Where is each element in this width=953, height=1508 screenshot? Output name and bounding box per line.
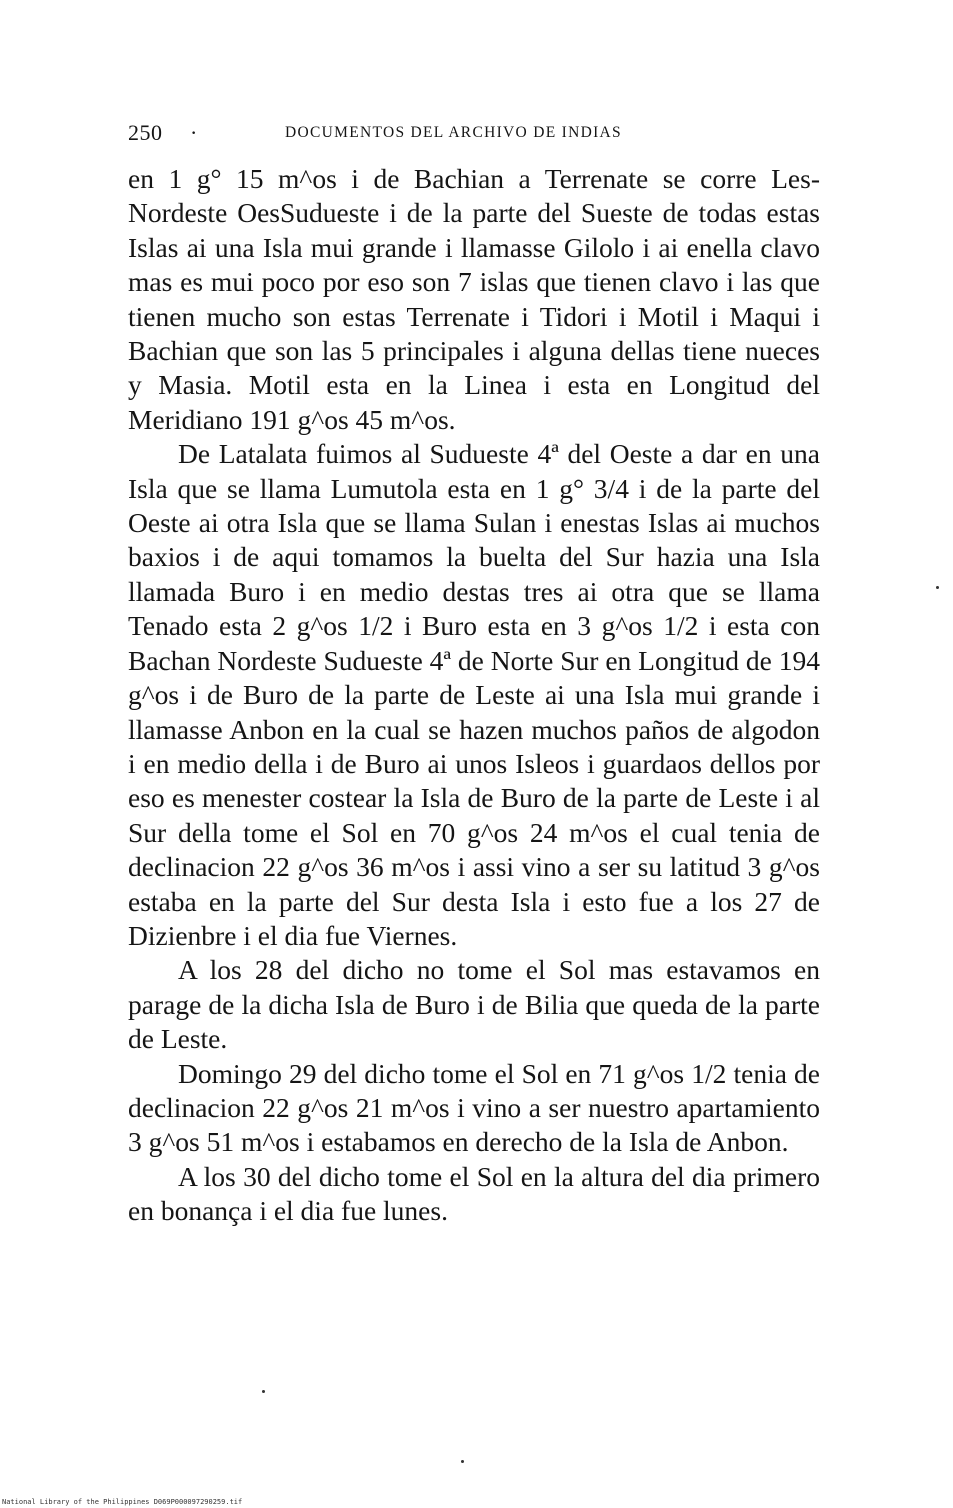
paragraph: Domingo 29 del dicho tome el Sol en 71 g^os 1/2 tenia de declinacion 22 g^os 21 m^os i vino a ser nuestro apartamiento 3 g^os 51 m^os i estabamos en derecho de la Isla de Anbon. [128, 1057, 820, 1158]
paragraph: A los 28 del dicho no tome el Sol mas estavamos en parage de la dicha Isla de Buro i de Bilia que queda de la parte de Leste. [128, 954, 820, 1055]
body-text [128, 162, 820, 1229]
scan-speck [936, 586, 939, 589]
scan-speck [461, 1460, 464, 1463]
running-title: DOCUMENTOS DEL ARCHIVO DE INDIAS [285, 124, 622, 141]
header-separator: · [190, 120, 198, 145]
paragraph: en 1 g° 15 m^os i de Bachian a Terrenate se corre Les-Nordeste OesSudueste i de la parte del Sueste de todas estas Islas ai una Isla mui grande i llamasse Gilolo i ai enella clavo mas es mui poco por eso son 7 islas que tienen clavo i las que tienen mucho son estas Terrenate i Tidori i Motil i Maqui i Bachian que son las 5 principales i alguna dellas tiene nueces y Masia. Motil esta en la Linea i esta en Longitud del Meridiano 191 g^os 45 m^os. [128, 163, 820, 435]
paragraph: A los 30 del dicho tome el Sol en la altura del dia primero en bonança i el dia fue lunes. [128, 1160, 820, 1227]
running-head [128, 120, 828, 150]
paragraph: De Latalata fuimos al Sudueste 4ª del Oeste a dar en una Isla que se llama Lumutola esta en 1 g° 3/4 i de la parte del Oeste ai otra Isla que se llama Sulan i enestas Islas ai muchos baxios i de aqui tomamos la buelta del Sur hazia una Isla llamada Buro i en medio destas tres ai otra que se llama Tenado esta 2 g^os 1/2 i Buro esta en 3 g^os 1/2 i esta con Bachan Nordeste Sudueste 4ª de Norte Sur en Longitud de 194 g^os i de Buro de la parte de Leste ai una Isla mui grande i llamasse Anbon en la cual se hazen muchos paños de algodon i en medio della i de Buro ai unos Isleos i guardaos dellos por eso es menester costear la Isla de Buro de la parte de Leste i al Sur della tome el Sol en 70 g^os 24 m^os el cual tenia de declinacion 22 g^os 36 m^os i assi vino a ser su latitud 3 g^os estaba en la parte del Sur desta Isla i esto fue a los 27 de Dizienbre i el dia fue Viernes. [128, 438, 820, 951]
scan-speck [262, 1390, 265, 1393]
page-number: 250 [128, 120, 163, 145]
scan-footer: National Library of the Philippines D069P000097290259.tif [2, 1498, 243, 1506]
